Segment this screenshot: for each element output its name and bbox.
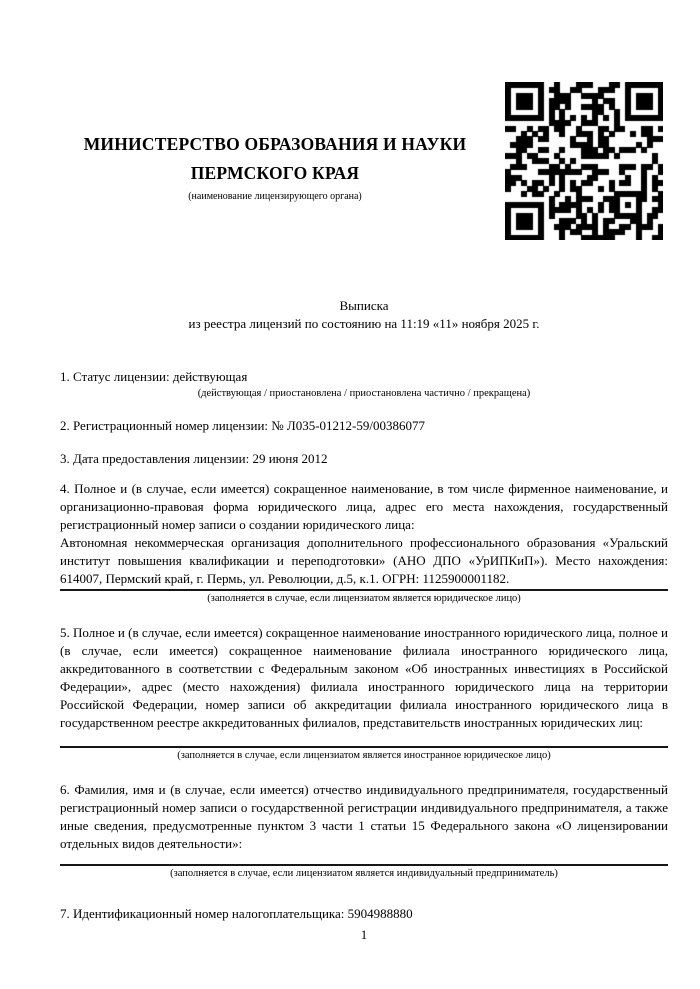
- ministry-caption: (наименование лицензирующего органа): [188, 191, 362, 202]
- legal-entity-caption: (заполняется в случае, если лицензиатом является юридическое лицо): [207, 593, 521, 604]
- ministry-name-line2: ПЕРМСКОГО КРАЯ: [190, 163, 360, 183]
- page-number: 1: [360, 927, 368, 942]
- item-individual-entrepreneur: [60, 781, 668, 881]
- item-license-status: [60, 368, 668, 401]
- item-foreign-entity: [60, 624, 668, 763]
- ministry-name-line1: МИНИСТЕРСТВО ОБРАЗОВАНИЯ И НАУКИ: [83, 134, 467, 154]
- license-status-text: 1. Статус лицензии: действующая: [60, 369, 248, 384]
- legal-entity-label: 4. Полное и (в случае, если имеется) сокращенное наименование, в том числе фирменное наименование, и организационно-правовая форма юридического лица, адрес его места нахождения, государственный регистрационный номер записи о создании юридического лица:: [60, 481, 668, 532]
- license-status-caption: (действующая / приостановлена / приостановлена частично / прекращена): [197, 388, 531, 399]
- licensing-authority-header: [60, 130, 490, 203]
- legal-entity-value: Автономная некоммерческая организация дополнительного профессионального образования «Уральский институт повышения квалификации и переподготовки» (АНО ДПО «УрИПКиП»). Место нахождения: 614007, Пермский край, г. Пермь, ул. Революции, д.5, к.1. ОГРН: 1125900001182.: [60, 535, 668, 586]
- foreign-entity-caption: (заполняется в случае, если лицензиатом является иностранное юридическое лицо): [177, 750, 551, 761]
- qr-code: [505, 82, 663, 240]
- license-grant-date-text: 3. Дата предоставления лицензии: 29 июня 2012: [60, 451, 328, 466]
- document-title: [60, 297, 668, 333]
- document-title-line1: Выписка: [339, 298, 389, 313]
- document-body: [60, 368, 668, 923]
- item-legal-entity: [60, 480, 668, 606]
- individual-entrepreneur-label: 6. Фамилия, имя и (в случае, если имеется) отчество индивидуального предпринимателя, государственный регистрационный номер записи о государственной регистрации индивидуального предпринимателя, а также иные сведения, предусмотренные пунктом 3 части 1 статьи 15 Федерального закона «О лицензировании отдельных видов деятельности»:: [60, 782, 668, 851]
- individual-entrepreneur-caption: (заполняется в случае, если лицензиатом является индивидуальный предприниматель): [170, 868, 558, 879]
- foreign-entity-label: 5. Полное и (в случае, если имеется) сокращенное наименование иностранного юридического лица, полное и (в случае, если имеется) сокращенное наименование филиала иностранного юридического лица, аккредитованного в соответствии с Федеральным законом «Об иностранных инвестициях в Российской Федерации», адрес (место нахождения) филиала иностранного юридического лица на территории Российской Федерации, номер записи об аккредитации филиала иностранного юридического лица в государственном реестре аккредитованных филиалов, представительств иностранных юридических лиц:: [60, 625, 668, 730]
- registration-number-text: 2. Регистрационный номер лицензии: № Л035-01212-59/00386077: [60, 418, 426, 433]
- taxpayer-number-text: 7. Идентификационный номер налогоплательщика: 5904988880: [60, 906, 413, 921]
- document-title-line2: из реестра лицензий по состоянию на 11:19 «11» ноября 2025 г.: [188, 316, 540, 331]
